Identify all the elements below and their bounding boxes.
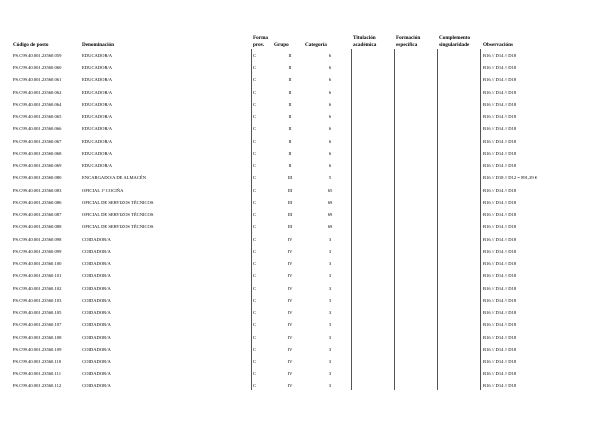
table-row <box>0 307 615 319</box>
table-row <box>0 332 615 344</box>
forma-prov-cell: C <box>253 89 257 95</box>
table-row <box>0 136 615 148</box>
denomination-cell: EDUCADOR/A <box>82 163 113 169</box>
post-code-cell: PS.C99.40.001.23560.100 <box>13 261 62 267</box>
grupo-cell: IV <box>287 371 293 377</box>
post-code-cell: PS.C99.40.001.23560.067 <box>13 138 62 144</box>
observacions-cell: B16 // D14 // D18 <box>483 138 517 144</box>
denomination-cell: EDUCADOR/A <box>82 114 113 120</box>
forma-prov-cell: C <box>253 187 257 193</box>
table-row <box>0 160 615 172</box>
categoria-cell: 3 <box>328 248 332 254</box>
header-prov: prov. <box>253 42 265 48</box>
observacions-cell: B16 // D14 // D18 <box>483 346 517 352</box>
denomination-cell: EDUCADOR/A <box>82 126 113 132</box>
grupo-cell: IV <box>287 346 293 352</box>
denomination-cell: COIDADOR/A <box>82 359 111 364</box>
observacions-cell: B16 // D14 // D18 <box>483 199 517 205</box>
header-observacions: Observacións <box>483 42 513 48</box>
post-code-cell: PS.C99.40.001.23560.061 <box>13 77 62 83</box>
forma-prov-cell: C <box>253 273 257 279</box>
table-row <box>0 99 615 111</box>
table-row <box>0 111 615 123</box>
forma-prov-cell: C <box>253 334 257 340</box>
denomination-cell: COIDADOR/A <box>82 261 111 267</box>
table-row <box>0 123 615 135</box>
post-code-cell: PS.C99.40.001.23560.108 <box>13 334 62 340</box>
categoria-cell: 6 <box>328 101 332 107</box>
denomination-cell: EDUCADOR/A <box>82 53 113 58</box>
post-code-cell: PS.C99.40.001.23560.069 <box>13 163 62 169</box>
grupo-cell: II <box>288 53 292 58</box>
observacions-cell: B16 // D14 // D18 <box>483 77 517 83</box>
categoria-cell: 6 <box>328 89 332 95</box>
post-code-cell: PS.C99.40.001.23560.060 <box>13 65 62 71</box>
forma-prov-cell: C <box>253 53 257 58</box>
grupo-cell: II <box>288 89 292 95</box>
forma-prov-cell: C <box>253 101 257 107</box>
categoria-cell: 65 <box>327 187 333 193</box>
header-codigo: Código de posto <box>13 42 49 48</box>
denomination-cell: COIDADOR/A <box>82 371 111 377</box>
categoria-cell: 6 <box>328 126 332 132</box>
forma-prov-cell: C <box>253 346 257 352</box>
table-row <box>0 380 615 392</box>
header-complemento: Complemento <box>439 35 471 41</box>
forma-prov-cell: C <box>253 236 257 242</box>
post-code-cell: PS.C99.40.001.23560.105 <box>13 310 62 316</box>
forma-prov-cell: C <box>253 199 257 205</box>
forma-prov-cell: C <box>253 138 257 144</box>
denomination-cell: COIDADOR/A <box>82 383 111 389</box>
forma-prov-cell: C <box>253 150 257 156</box>
table-row <box>0 295 615 307</box>
table-row <box>0 197 615 209</box>
grupo-cell: III <box>287 212 293 218</box>
grupo-cell: II <box>288 163 292 169</box>
observacions-cell: B16 // D14 // D18 <box>483 212 517 218</box>
observacions-cell: B16 // D14 // D18 <box>483 114 517 120</box>
post-code-cell: PS.C99.40.001.23560.064 <box>13 101 62 107</box>
grupo-cell: IV <box>287 273 293 279</box>
grupo-cell: III <box>287 187 293 193</box>
denomination-cell: COIDADOR/A <box>82 297 111 303</box>
observacions-cell: B16 // D18 // D12 = 891,29 € <box>483 175 538 181</box>
denomination-cell: OFICIAL DE SERVIZOS TÉCNICOS <box>82 199 154 205</box>
header-categoria: Categoría <box>305 42 327 48</box>
categoria-cell: 3 <box>328 236 332 242</box>
categoria-cell: 6 <box>328 77 332 83</box>
post-code-cell: PS.C99.40.001.23560.101 <box>13 273 62 279</box>
categoria-cell: 69 <box>327 212 333 218</box>
categoria-cell: 3 <box>328 273 332 279</box>
grupo-cell: IV <box>287 297 293 303</box>
denomination-cell: EDUCADOR/A <box>82 89 113 95</box>
observacions-cell: B16 // D14 // D18 <box>483 371 517 377</box>
grupo-cell: IV <box>287 334 293 340</box>
forma-prov-cell: C <box>253 285 257 291</box>
forma-prov-cell: C <box>253 65 257 71</box>
post-code-cell: PS.C99.40.001.23560.062 <box>13 89 62 95</box>
table-row <box>0 319 615 331</box>
grupo-cell: III <box>287 199 293 205</box>
categoria-cell: 3 <box>328 359 332 364</box>
categoria-cell: 69 <box>327 199 333 205</box>
denomination-cell: ENCARGADO/A DE ALMACÉN <box>82 175 147 181</box>
forma-prov-cell: C <box>253 114 257 120</box>
grupo-cell: II <box>288 126 292 132</box>
forma-prov-cell: C <box>253 322 257 328</box>
post-code-cell: PS.C99.40.001.23560.102 <box>13 285 62 291</box>
denomination-cell: COIDADOR/A <box>82 273 111 279</box>
header-especifica: específica <box>396 42 418 48</box>
observacions-cell: B16 // D14 // D18 <box>483 187 517 193</box>
grupo-cell: II <box>288 65 292 71</box>
categoria-cell: 5 <box>328 175 332 181</box>
post-code-cell: PS.C99.40.001.23560.111 <box>13 371 62 377</box>
table-row <box>0 368 615 380</box>
grupo-cell: IV <box>287 359 293 364</box>
categoria-cell: 3 <box>328 261 332 267</box>
header-forma: Forma <box>253 35 268 41</box>
table-row <box>0 185 615 197</box>
categoria-cell: 6 <box>328 138 332 144</box>
post-code-cell: PS.C99.40.001.23560.065 <box>13 114 62 120</box>
post-code-cell: PS.C99.40.001.23560.107 <box>13 322 62 328</box>
denomination-cell: EDUCADOR/A <box>82 101 113 107</box>
categoria-cell: 6 <box>328 150 332 156</box>
table-row <box>0 270 615 282</box>
observacions-cell: B16 // D14 // D18 <box>483 101 517 107</box>
denomination-cell: COIDADOR/A <box>82 322 111 328</box>
categoria-cell: 6 <box>328 114 332 120</box>
grupo-cell: IV <box>287 248 293 254</box>
header-academica: académica <box>353 42 377 48</box>
categoria-cell: 3 <box>328 285 332 291</box>
observacions-cell: B16 // D14 // D18 <box>483 224 517 230</box>
categoria-cell: 6 <box>328 53 332 58</box>
denomination-cell: COIDADOR/A <box>82 310 111 316</box>
post-code-cell: PS.C99.40.001.23560.110 <box>13 359 62 364</box>
observacions-cell: B16 // D14 // D18 <box>483 383 517 389</box>
table-row <box>0 148 615 160</box>
table-row <box>0 50 615 62</box>
post-code-cell: PS.C99.40.001.23560.088 <box>13 224 62 230</box>
post-code-cell: PS.C99.40.001.23560.068 <box>13 150 62 156</box>
grupo-cell: II <box>288 138 292 144</box>
observacions-cell: B16 // D14 // D18 <box>483 248 517 254</box>
grupo-cell: II <box>288 150 292 156</box>
forma-prov-cell: C <box>253 371 257 377</box>
denomination-cell: COIDADOR/A <box>82 248 111 254</box>
header-titulacion: Titulación <box>353 35 376 41</box>
denomination-cell: COIDADOR/A <box>82 334 111 340</box>
header-denominacion: Denominación <box>82 42 114 48</box>
forma-prov-cell: C <box>253 77 257 83</box>
table-row <box>0 62 615 74</box>
categoria-cell: 3 <box>328 371 332 377</box>
observacions-cell: B16 // D14 // D18 <box>483 273 517 279</box>
denomination-cell: EDUCADOR/A <box>82 138 113 144</box>
forma-prov-cell: C <box>253 383 257 389</box>
denomination-cell: OFICIAL 1ª COCIÑA <box>82 187 124 193</box>
post-code-cell: PS.C99.40.001.23560.083 <box>13 187 62 193</box>
forma-prov-cell: C <box>253 126 257 132</box>
categoria-cell: 3 <box>328 322 332 328</box>
table-row <box>0 246 615 258</box>
categoria-cell: 6 <box>328 163 332 169</box>
grupo-cell: IV <box>287 261 293 267</box>
grupo-cell: II <box>288 114 292 120</box>
post-code-cell: PS.C99.40.001.23560.099 <box>13 248 62 254</box>
forma-prov-cell: C <box>253 224 257 230</box>
post-code-cell: PS.C99.40.001.23560.086 <box>13 199 62 205</box>
post-code-cell: PS.C99.40.001.23560.109 <box>13 346 62 352</box>
denomination-cell: EDUCADOR/A <box>82 77 113 83</box>
categoria-cell: 3 <box>328 383 332 389</box>
forma-prov-cell: C <box>253 261 257 267</box>
forma-prov-cell: C <box>253 163 257 169</box>
post-code-cell: PS.C99.40.001.23560.112 <box>13 383 62 389</box>
observacions-cell: B16 // D14 // D18 <box>483 322 517 328</box>
categoria-cell: 69 <box>327 224 333 230</box>
grupo-cell: II <box>288 77 292 83</box>
table-row <box>0 221 615 233</box>
table-row <box>0 234 615 246</box>
observacions-cell: B16 // D14 // D18 <box>483 65 517 71</box>
forma-prov-cell: C <box>253 359 257 364</box>
categoria-cell: 3 <box>328 310 332 316</box>
grupo-cell: IV <box>287 285 293 291</box>
categoria-cell: 3 <box>328 346 332 352</box>
denomination-cell: OFICIAL DE SERVIZOS TÉCNICOS <box>82 212 154 218</box>
grupo-cell: IV <box>287 236 293 242</box>
observacions-cell: B16 // D14 // D18 <box>483 150 517 156</box>
header-grupo: Grupo <box>274 42 289 48</box>
observacions-cell: B16 // D14 // D18 <box>483 126 517 132</box>
denomination-cell: OFICIAL DE SERVIZOS TÉCNICOS <box>82 224 154 230</box>
observacions-cell: B16 // D14 // D18 <box>483 359 517 364</box>
table-row <box>0 344 615 356</box>
post-code-cell: PS.C99.40.001.23560.087 <box>13 212 62 218</box>
forma-prov-cell: C <box>253 175 257 181</box>
table-row <box>0 87 615 99</box>
post-code-cell: PS.C99.40.001.23560.098 <box>13 236 62 242</box>
denomination-cell: COIDADOR/A <box>82 236 111 242</box>
table-row <box>0 172 615 184</box>
observacions-cell: B16 // D14 // D18 <box>483 163 517 169</box>
post-code-cell: PS.C99.40.001.23560.059 <box>13 53 62 58</box>
categoria-cell: 3 <box>328 334 332 340</box>
denomination-cell: EDUCADOR/A <box>82 150 113 156</box>
forma-prov-cell: C <box>253 248 257 254</box>
table-row <box>0 356 615 368</box>
grupo-cell: IV <box>287 383 293 389</box>
categoria-cell: 6 <box>328 65 332 71</box>
header-formacion: Formación <box>396 35 421 41</box>
table-row <box>0 74 615 86</box>
post-code-cell: PS.C99.40.001.23560.080 <box>13 175 62 181</box>
table-row <box>0 258 615 270</box>
denomination-cell: EDUCADOR/A <box>82 65 113 71</box>
table-row <box>0 283 615 295</box>
grupo-cell: III <box>287 175 293 181</box>
observacions-cell: B16 // D14 // D18 <box>483 261 517 267</box>
observacions-cell: B16 // D14 // D18 <box>483 310 517 316</box>
observacions-cell: B16 // D14 // D18 <box>483 285 517 291</box>
forma-prov-cell: C <box>253 310 257 316</box>
header-singularidade: singularidade <box>439 42 470 48</box>
grupo-cell: IV <box>287 322 293 328</box>
grupo-cell: III <box>287 224 293 230</box>
observacions-cell: B16 // D14 // D18 <box>483 334 517 340</box>
forma-prov-cell: C <box>253 297 257 303</box>
observacions-cell: B16 // D14 // D18 <box>483 53 517 58</box>
observacions-cell: B16 // D14 // D18 <box>483 236 517 242</box>
grupo-cell: II <box>288 101 292 107</box>
observacions-cell: B16 // D14 // D18 <box>483 297 517 303</box>
denomination-cell: COIDADOR/A <box>82 346 111 352</box>
grupo-cell: IV <box>287 310 293 316</box>
denomination-cell: COIDADOR/A <box>82 285 111 291</box>
categoria-cell: 3 <box>328 297 332 303</box>
observacions-cell: B16 // D14 // D18 <box>483 89 517 95</box>
forma-prov-cell: C <box>253 212 257 218</box>
table-row <box>0 209 615 221</box>
post-code-cell: PS.C99.40.001.23560.066 <box>13 126 62 132</box>
post-code-cell: PS.C99.40.001.23560.103 <box>13 297 62 303</box>
